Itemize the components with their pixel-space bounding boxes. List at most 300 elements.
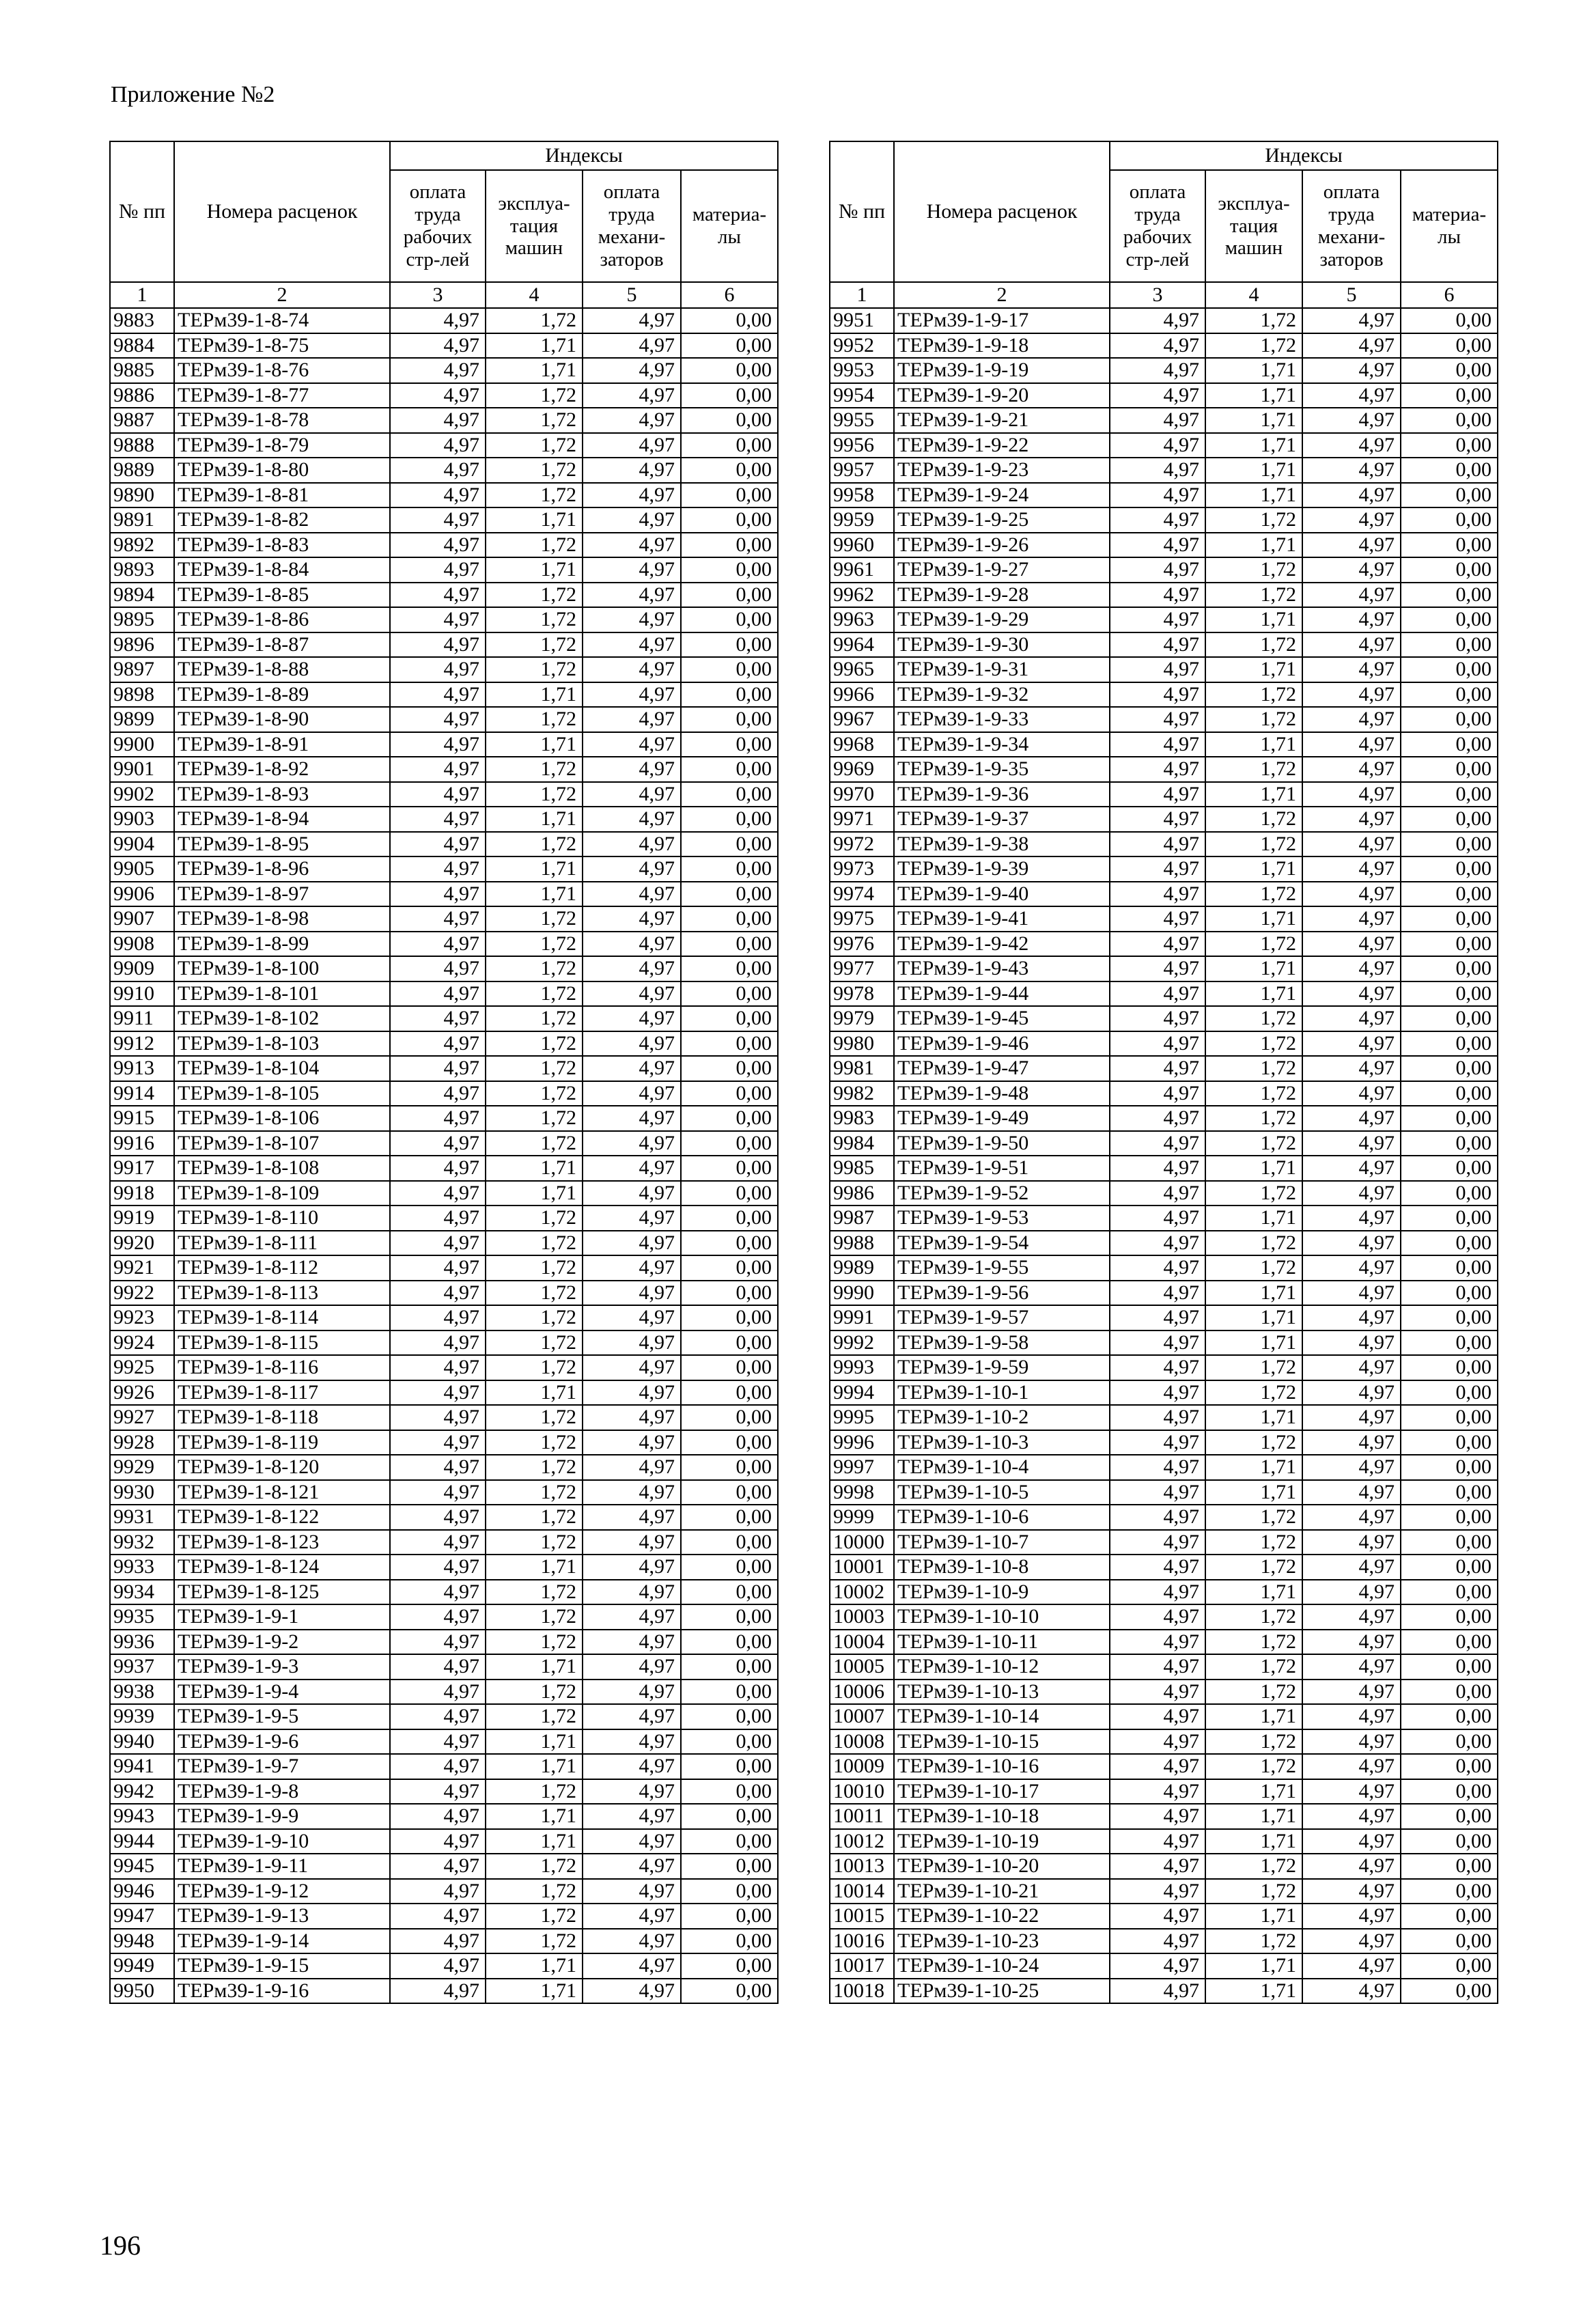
rate-code: ТЕРм39-1-8-122 — [174, 1505, 390, 1530]
labor-index: 4,97 — [390, 1430, 486, 1455]
materials-index: 0,00 — [1401, 1380, 1498, 1406]
mech-index: 4,97 — [1302, 1979, 1401, 2004]
materials-index: 0,00 — [681, 1953, 778, 1979]
machines-index: 1,71 — [486, 333, 583, 359]
table-row — [830, 1006, 1498, 1031]
mech-index: 4,97 — [1302, 1430, 1401, 1455]
row-number: 9930 — [110, 1480, 174, 1505]
row-number: 9926 — [110, 1380, 174, 1406]
materials-index: 0,00 — [681, 1355, 778, 1380]
materials-index: 0,00 — [681, 1405, 778, 1430]
rate-code: ТЕРм39-1-9-5 — [174, 1704, 390, 1729]
machines-index: 1,71 — [486, 807, 583, 832]
machines-index: 1,72 — [1205, 832, 1302, 857]
mech-index: 4,97 — [1302, 1081, 1401, 1106]
table-row — [830, 1056, 1498, 1081]
labor-index: 4,97 — [390, 1804, 486, 1829]
mech-index: 4,97 — [1302, 333, 1401, 359]
labor-index: 4,97 — [390, 632, 486, 658]
materials-index: 0,00 — [1401, 1081, 1498, 1106]
machines-index: 1,71 — [1205, 956, 1302, 981]
mech-index: 4,97 — [1302, 358, 1401, 383]
row-number: 9898 — [110, 682, 174, 708]
labor-index: 4,97 — [1110, 807, 1205, 832]
labor-index: 4,97 — [390, 1979, 486, 2004]
rate-code: ТЕРм39-1-8-100 — [174, 956, 390, 981]
table-row — [110, 333, 778, 359]
labor-index: 4,97 — [390, 807, 486, 832]
mech-index: 4,97 — [1302, 732, 1401, 757]
labor-index: 4,97 — [1110, 408, 1205, 433]
table-row — [830, 981, 1498, 1007]
row-number: 9941 — [110, 1754, 174, 1779]
labor-index: 4,97 — [1110, 1181, 1205, 1206]
col-header-indices: Индексы — [1110, 141, 1498, 170]
col-header-materials: материа-лы — [681, 170, 778, 282]
mech-index: 4,97 — [1302, 807, 1401, 832]
row-number: 9891 — [110, 507, 174, 533]
row-number: 9996 — [830, 1430, 894, 1455]
table-row — [110, 1929, 778, 1954]
table-row — [110, 1480, 778, 1505]
table-row — [110, 707, 778, 732]
labor-index: 4,97 — [1110, 932, 1205, 957]
rate-code: ТЕРм39-1-8-84 — [174, 557, 390, 583]
machines-index: 1,72 — [486, 408, 583, 433]
labor-index: 4,97 — [390, 1181, 486, 1206]
machines-index: 1,72 — [1205, 1380, 1302, 1406]
row-number: 9921 — [110, 1255, 174, 1281]
labor-index: 4,97 — [1110, 1904, 1205, 1929]
machines-index: 1,72 — [486, 1854, 583, 1879]
mech-index: 4,97 — [1302, 507, 1401, 533]
table-row — [110, 1305, 778, 1330]
materials-index: 0,00 — [681, 1156, 778, 1181]
materials-index: 0,00 — [681, 1006, 778, 1031]
materials-index: 0,00 — [681, 1680, 778, 1705]
rate-code: ТЕРм39-1-9-58 — [894, 1330, 1110, 1356]
col-number: 2 — [894, 282, 1110, 308]
mech-index: 4,97 — [583, 557, 681, 583]
machines-index: 1,72 — [1205, 1729, 1302, 1755]
labor-index: 4,97 — [390, 1131, 486, 1156]
table-row — [830, 1131, 1498, 1156]
table-row — [830, 707, 1498, 732]
row-number: 10015 — [830, 1904, 894, 1929]
mech-index: 4,97 — [583, 1654, 681, 1680]
row-number: 9955 — [830, 408, 894, 433]
rate-code: ТЕРм39-1-9-17 — [894, 308, 1110, 333]
table-row — [110, 1231, 778, 1256]
mech-index: 4,97 — [583, 1630, 681, 1655]
labor-index: 4,97 — [390, 981, 486, 1007]
row-number: 10017 — [830, 1953, 894, 1979]
labor-index: 4,97 — [390, 1829, 486, 1854]
materials-index: 0,00 — [681, 583, 778, 608]
table-row — [830, 832, 1498, 857]
labor-index: 4,97 — [1110, 1580, 1205, 1605]
row-number: 9906 — [110, 882, 174, 907]
table-row — [830, 358, 1498, 383]
machines-index: 1,71 — [1205, 1953, 1302, 1979]
row-number: 9897 — [110, 657, 174, 682]
mech-index: 4,97 — [583, 1231, 681, 1256]
mech-index: 4,97 — [583, 1879, 681, 1904]
machines-index: 1,72 — [1205, 707, 1302, 732]
table-row — [110, 1031, 778, 1057]
rate-code: ТЕРм39-1-10-10 — [894, 1604, 1110, 1630]
materials-index: 0,00 — [681, 383, 778, 408]
machines-index: 1,72 — [486, 632, 583, 658]
rate-code: ТЕРм39-1-8-88 — [174, 657, 390, 682]
row-number: 10016 — [830, 1929, 894, 1954]
machines-index: 1,72 — [486, 1430, 583, 1455]
labor-index: 4,97 — [1110, 1480, 1205, 1505]
row-number: 9924 — [110, 1330, 174, 1356]
row-number: 9951 — [830, 308, 894, 333]
labor-index: 4,97 — [1110, 333, 1205, 359]
table-row — [110, 557, 778, 583]
page-heading: Приложение №2 — [111, 82, 275, 107]
materials-index: 0,00 — [1401, 1330, 1498, 1356]
labor-index: 4,97 — [1110, 433, 1205, 458]
table-row — [110, 882, 778, 907]
row-number: 9890 — [110, 483, 174, 508]
machines-index: 1,71 — [486, 1729, 583, 1755]
table-row — [110, 533, 778, 558]
labor-index: 4,97 — [390, 383, 486, 408]
materials-index: 0,00 — [681, 408, 778, 433]
materials-index: 0,00 — [1401, 1131, 1498, 1156]
col-header-code: Номера расценок — [894, 141, 1110, 282]
mech-index: 4,97 — [583, 657, 681, 682]
row-number: 10009 — [830, 1754, 894, 1779]
materials-index: 0,00 — [1401, 1879, 1498, 1904]
machines-index: 1,72 — [1205, 1654, 1302, 1680]
row-number: 10010 — [830, 1779, 894, 1805]
table-row — [110, 358, 778, 383]
row-number: 9983 — [830, 1106, 894, 1131]
materials-index: 0,00 — [1401, 1106, 1498, 1131]
materials-index: 0,00 — [1401, 408, 1498, 433]
row-number: 9947 — [110, 1904, 174, 1929]
row-number: 9923 — [110, 1305, 174, 1330]
labor-index: 4,97 — [390, 832, 486, 857]
row-number: 9997 — [830, 1455, 894, 1480]
labor-index: 4,97 — [390, 956, 486, 981]
table-row — [830, 657, 1498, 682]
rate-code: ТЕРм39-1-9-54 — [894, 1231, 1110, 1256]
mech-index: 4,97 — [583, 1680, 681, 1705]
mech-index: 4,97 — [583, 807, 681, 832]
row-number: 10013 — [830, 1854, 894, 1879]
materials-index: 0,00 — [681, 757, 778, 782]
machines-index: 1,71 — [1205, 483, 1302, 508]
col-header-labor: оплата труда рабочих стр-лей — [1110, 170, 1205, 282]
table-row — [830, 1580, 1498, 1605]
machines-index: 1,72 — [486, 1879, 583, 1904]
row-number: 9957 — [830, 458, 894, 483]
machines-index: 1,71 — [1205, 383, 1302, 408]
materials-index: 0,00 — [1401, 856, 1498, 882]
rate-code: ТЕРм39-1-10-12 — [894, 1654, 1110, 1680]
rate-code: ТЕРм39-1-10-8 — [894, 1555, 1110, 1580]
rate-code: ТЕРм39-1-10-14 — [894, 1704, 1110, 1729]
rate-code: ТЕРм39-1-9-37 — [894, 807, 1110, 832]
labor-index: 4,97 — [1110, 1255, 1205, 1281]
materials-index: 0,00 — [681, 557, 778, 583]
mech-index: 4,97 — [583, 1729, 681, 1755]
rate-code: ТЕРм39-1-10-13 — [894, 1680, 1110, 1705]
machines-index: 1,72 — [486, 1704, 583, 1729]
materials-index: 0,00 — [681, 1305, 778, 1330]
labor-index: 4,97 — [1110, 1355, 1205, 1380]
table-row — [830, 1604, 1498, 1630]
table-row — [110, 682, 778, 708]
machines-index: 1,72 — [486, 1505, 583, 1530]
materials-index: 0,00 — [1401, 1281, 1498, 1306]
table-row — [110, 1455, 778, 1480]
row-number: 9988 — [830, 1231, 894, 1256]
table-row — [110, 1056, 778, 1081]
machines-index: 1,72 — [1205, 333, 1302, 359]
row-number: 9905 — [110, 856, 174, 882]
col-header-materials: материа-лы — [1401, 170, 1498, 282]
rate-code: ТЕРм39-1-8-103 — [174, 1031, 390, 1057]
mech-index: 4,97 — [1302, 1754, 1401, 1779]
table-row — [830, 1829, 1498, 1854]
mech-index: 4,97 — [1302, 1704, 1401, 1729]
machines-index: 1,71 — [1205, 433, 1302, 458]
machines-index: 1,71 — [1205, 533, 1302, 558]
labor-index: 4,97 — [1110, 1006, 1205, 1031]
table-row — [830, 1330, 1498, 1356]
row-number: 9913 — [110, 1056, 174, 1081]
machines-index: 1,72 — [486, 1255, 583, 1281]
labor-index: 4,97 — [1110, 707, 1205, 732]
mech-index: 4,97 — [1302, 308, 1401, 333]
machines-index: 1,72 — [1205, 757, 1302, 782]
rate-code: ТЕРм39-1-9-14 — [174, 1929, 390, 1954]
row-number: 9883 — [110, 308, 174, 333]
materials-index: 0,00 — [1401, 1056, 1498, 1081]
rate-code: ТЕРм39-1-9-8 — [174, 1779, 390, 1805]
table-row — [110, 1580, 778, 1605]
table-row — [830, 1206, 1498, 1231]
table-row — [830, 1505, 1498, 1530]
rate-code: ТЕРм39-1-10-15 — [894, 1729, 1110, 1755]
row-number: 9981 — [830, 1056, 894, 1081]
materials-index: 0,00 — [1401, 607, 1498, 632]
labor-index: 4,97 — [1110, 1455, 1205, 1480]
mech-index: 4,97 — [1302, 1879, 1401, 1904]
rate-code: ТЕРм39-1-8-93 — [174, 782, 390, 807]
mech-index: 4,97 — [583, 956, 681, 981]
labor-index: 4,97 — [1110, 308, 1205, 333]
labor-index: 4,97 — [1110, 1680, 1205, 1705]
table-row — [110, 1854, 778, 1879]
row-number: 9894 — [110, 583, 174, 608]
col-number: 5 — [1302, 282, 1401, 308]
labor-index: 4,97 — [390, 557, 486, 583]
row-number: 9904 — [110, 832, 174, 857]
materials-index: 0,00 — [1401, 1729, 1498, 1755]
materials-index: 0,00 — [681, 1654, 778, 1680]
mech-index: 4,97 — [583, 1031, 681, 1057]
materials-index: 0,00 — [1401, 1953, 1498, 1979]
row-number: 9933 — [110, 1555, 174, 1580]
mech-index: 4,97 — [583, 1530, 681, 1555]
table-row — [830, 956, 1498, 981]
materials-index: 0,00 — [1401, 1355, 1498, 1380]
row-number: 10003 — [830, 1604, 894, 1630]
mech-index: 4,97 — [583, 732, 681, 757]
rates-table-right — [829, 141, 1498, 2004]
row-number: 9928 — [110, 1430, 174, 1455]
labor-index: 4,97 — [390, 1904, 486, 1929]
table-row — [830, 882, 1498, 907]
machines-index: 1,72 — [1205, 1555, 1302, 1580]
mech-index: 4,97 — [1302, 1904, 1401, 1929]
machines-index: 1,71 — [1205, 1979, 1302, 2004]
labor-index: 4,97 — [390, 782, 486, 807]
machines-index: 1,72 — [1205, 1231, 1302, 1256]
rate-code: ТЕРм39-1-8-98 — [174, 906, 390, 932]
labor-index: 4,97 — [1110, 507, 1205, 533]
labor-index: 4,97 — [390, 1630, 486, 1655]
mech-index: 4,97 — [583, 1953, 681, 1979]
rate-code: ТЕРм39-1-8-77 — [174, 383, 390, 408]
row-number: 9929 — [110, 1455, 174, 1480]
materials-index: 0,00 — [1401, 807, 1498, 832]
table-row — [110, 1779, 778, 1805]
mech-index: 4,97 — [1302, 682, 1401, 708]
materials-index: 0,00 — [681, 906, 778, 932]
mech-index: 4,97 — [583, 1355, 681, 1380]
labor-index: 4,97 — [390, 1006, 486, 1031]
materials-index: 0,00 — [681, 1131, 778, 1156]
rate-code: ТЕРм39-1-8-75 — [174, 333, 390, 359]
mech-index: 4,97 — [1302, 1555, 1401, 1580]
machines-index: 1,72 — [486, 707, 583, 732]
table-row — [830, 533, 1498, 558]
table-row — [110, 956, 778, 981]
mech-index: 4,97 — [1302, 1455, 1401, 1480]
machines-index: 1,72 — [1205, 1929, 1302, 1954]
col-number: 6 — [1401, 282, 1498, 308]
rate-code: ТЕРм39-1-10-20 — [894, 1854, 1110, 1879]
col-number: 4 — [486, 282, 583, 308]
machines-index: 1,72 — [486, 1904, 583, 1929]
labor-index: 4,97 — [390, 1281, 486, 1306]
machines-index: 1,72 — [1205, 1754, 1302, 1779]
row-number: 10000 — [830, 1530, 894, 1555]
table-row — [110, 607, 778, 632]
machines-index: 1,72 — [486, 1530, 583, 1555]
row-number: 9954 — [830, 383, 894, 408]
rate-code: ТЕРм39-1-9-2 — [174, 1630, 390, 1655]
rate-code: ТЕРм39-1-9-4 — [174, 1680, 390, 1705]
materials-index: 0,00 — [681, 1530, 778, 1555]
table-row — [110, 1530, 778, 1555]
materials-index: 0,00 — [1401, 458, 1498, 483]
materials-index: 0,00 — [681, 1380, 778, 1406]
mech-index: 4,97 — [1302, 757, 1401, 782]
rate-code: ТЕРм39-1-9-30 — [894, 632, 1110, 658]
rate-code: ТЕРм39-1-8-112 — [174, 1255, 390, 1281]
row-number: 9911 — [110, 1006, 174, 1031]
materials-index: 0,00 — [681, 1430, 778, 1455]
rate-code: ТЕРм39-1-9-12 — [174, 1879, 390, 1904]
materials-index: 0,00 — [1401, 1505, 1498, 1530]
mech-index: 4,97 — [583, 1255, 681, 1281]
labor-index: 4,97 — [1110, 583, 1205, 608]
mech-index: 4,97 — [583, 1904, 681, 1929]
table-row — [830, 932, 1498, 957]
rate-code: ТЕРм39-1-9-1 — [174, 1604, 390, 1630]
labor-index: 4,97 — [390, 533, 486, 558]
labor-index: 4,97 — [390, 1081, 486, 1106]
rate-code: ТЕРм39-1-9-21 — [894, 408, 1110, 433]
mech-index: 4,97 — [1302, 1929, 1401, 1954]
row-number: 9986 — [830, 1181, 894, 1206]
table-row — [830, 757, 1498, 782]
labor-index: 4,97 — [390, 1953, 486, 1979]
row-number: 9989 — [830, 1255, 894, 1281]
rate-code: ТЕРм39-1-9-7 — [174, 1754, 390, 1779]
materials-index: 0,00 — [1401, 383, 1498, 408]
rate-code: ТЕРм39-1-8-110 — [174, 1206, 390, 1231]
machines-index: 1,71 — [486, 1555, 583, 1580]
mech-index: 4,97 — [583, 583, 681, 608]
rate-code: ТЕРм39-1-9-44 — [894, 981, 1110, 1007]
materials-index: 0,00 — [681, 956, 778, 981]
materials-index: 0,00 — [1401, 1604, 1498, 1630]
table-row — [110, 1281, 778, 1306]
table-row — [830, 507, 1498, 533]
row-number: 9964 — [830, 632, 894, 658]
mech-index: 4,97 — [583, 1281, 681, 1306]
col-header-indices: Индексы — [390, 141, 778, 170]
machines-index: 1,72 — [486, 433, 583, 458]
machines-index: 1,71 — [486, 732, 583, 757]
mech-index: 4,97 — [583, 1206, 681, 1231]
table-row — [110, 1904, 778, 1929]
machines-index: 1,72 — [486, 483, 583, 508]
mech-index: 4,97 — [1302, 1530, 1401, 1555]
materials-index: 0,00 — [1401, 1480, 1498, 1505]
row-number: 9960 — [830, 533, 894, 558]
machines-index: 1,71 — [1205, 458, 1302, 483]
machines-index: 1,72 — [486, 832, 583, 857]
rate-code: ТЕРм39-1-9-52 — [894, 1181, 1110, 1206]
rate-code: ТЕРм39-1-9-27 — [894, 557, 1110, 583]
mech-index: 4,97 — [1302, 1281, 1401, 1306]
machines-index: 1,72 — [486, 1106, 583, 1131]
labor-index: 4,97 — [390, 1754, 486, 1779]
rate-code: ТЕРм39-1-8-83 — [174, 533, 390, 558]
mech-index: 4,97 — [1302, 1006, 1401, 1031]
mech-index: 4,97 — [1302, 1729, 1401, 1755]
rate-code: ТЕРм39-1-9-13 — [174, 1904, 390, 1929]
col-number: 3 — [390, 282, 486, 308]
row-number: 9914 — [110, 1081, 174, 1106]
labor-index: 4,97 — [390, 1879, 486, 1904]
rate-code: ТЕРм39-1-9-46 — [894, 1031, 1110, 1057]
mech-index: 4,97 — [583, 1929, 681, 1954]
row-number: 9992 — [830, 1330, 894, 1356]
materials-index: 0,00 — [681, 1879, 778, 1904]
